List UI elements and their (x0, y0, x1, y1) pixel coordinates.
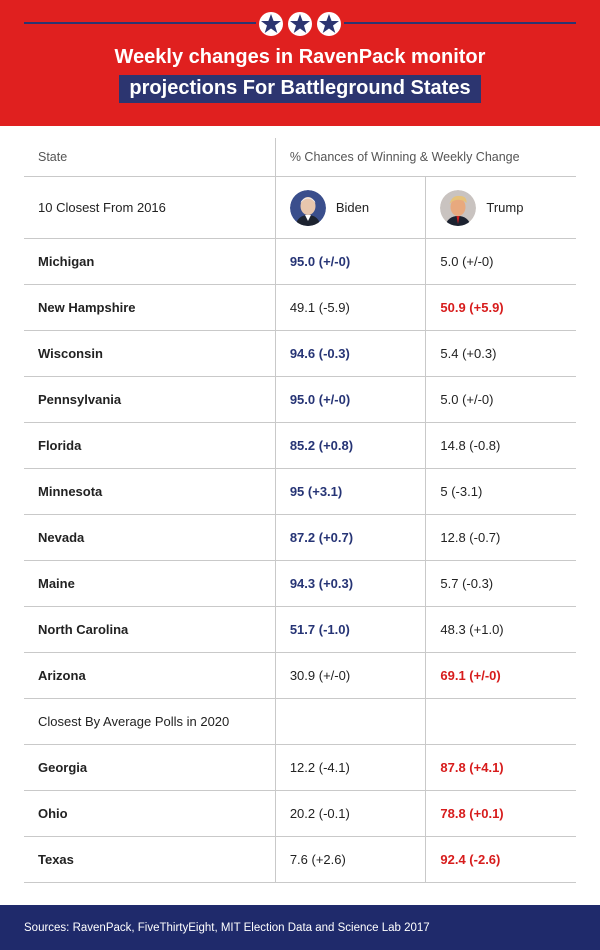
column-header-chances: % Chances of Winning & Weekly Change (275, 138, 576, 177)
trump-chance: 87.8 (+4.1) (426, 745, 576, 791)
state-name: Ohio (24, 791, 275, 837)
state-name: Michigan (24, 239, 275, 285)
candidate-name-trump: Trump (486, 200, 524, 215)
trump-chance: 92.4 (-2.6) (426, 837, 576, 883)
sources-footer (0, 905, 600, 950)
candidate-row (24, 177, 576, 239)
page-title: Weekly changes in RavenPack monitor (114, 46, 486, 68)
state-name: Georgia (24, 745, 275, 791)
candidate-biden (275, 177, 426, 239)
table-header-row (24, 138, 576, 177)
trump-chance: 5.0 (+/-0) (426, 239, 576, 285)
group-label: 10 Closest From 2016 (24, 177, 275, 239)
table-row (24, 515, 576, 561)
trump-chance: 5.4 (+0.3) (426, 331, 576, 377)
empty-cell (275, 699, 426, 745)
table-row (24, 331, 576, 377)
state-name: Nevada (24, 515, 275, 561)
table-row (24, 285, 576, 331)
header-divider-right (344, 22, 576, 24)
table-row (24, 423, 576, 469)
table-row (24, 653, 576, 699)
sources-text: Sources: RavenPack, FiveThirtyEight, MIT Election Data and Science Lab 2017 (24, 921, 430, 934)
group-label: Closest By Average Polls in 2020 (24, 699, 275, 745)
page-subtitle: projections For Battleground States (119, 75, 480, 103)
biden-avatar-icon (290, 190, 326, 226)
biden-chance: 87.2 (+0.7) (275, 515, 426, 561)
star-icon (287, 11, 313, 37)
column-header-state: State (24, 138, 275, 177)
empty-cell (426, 699, 576, 745)
biden-chance: 12.2 (-4.1) (275, 745, 426, 791)
projections-table (24, 138, 576, 883)
state-name: Arizona (24, 653, 275, 699)
trump-chance: 50.9 (+5.9) (426, 285, 576, 331)
state-name: Wisconsin (24, 331, 275, 377)
biden-chance: 94.6 (-0.3) (275, 331, 426, 377)
state-name: Texas (24, 837, 275, 883)
state-name: Minnesota (24, 469, 275, 515)
table-row (24, 607, 576, 653)
group-row (24, 699, 576, 745)
biden-chance: 95.0 (+/-0) (275, 377, 426, 423)
biden-chance: 94.3 (+0.3) (275, 561, 426, 607)
candidate-trump (426, 177, 576, 239)
trump-chance: 5 (-3.1) (426, 469, 576, 515)
trump-chance: 5.0 (+/-0) (426, 377, 576, 423)
table-row (24, 377, 576, 423)
biden-chance: 85.2 (+0.8) (275, 423, 426, 469)
table-row (24, 239, 576, 285)
header-banner (0, 0, 600, 126)
table-row (24, 791, 576, 837)
trump-chance: 48.3 (+1.0) (426, 607, 576, 653)
table-row (24, 745, 576, 791)
biden-chance: 51.7 (-1.0) (275, 607, 426, 653)
table-row (24, 469, 576, 515)
trump-chance: 12.8 (-0.7) (426, 515, 576, 561)
trump-chance: 69.1 (+/-0) (426, 653, 576, 699)
state-name: Maine (24, 561, 275, 607)
state-name: Florida (24, 423, 275, 469)
state-name: New Hampshire (24, 285, 275, 331)
biden-chance: 95 (+3.1) (275, 469, 426, 515)
star-icon (258, 11, 284, 37)
biden-chance: 20.2 (-0.1) (275, 791, 426, 837)
header-divider-left (24, 22, 256, 24)
state-name: Pennsylvania (24, 377, 275, 423)
trump-avatar-icon (440, 190, 476, 226)
trump-chance: 78.8 (+0.1) (426, 791, 576, 837)
biden-chance: 95.0 (+/-0) (275, 239, 426, 285)
stars-decoration (258, 11, 342, 37)
biden-chance: 7.6 (+2.6) (275, 837, 426, 883)
candidate-name-biden: Biden (335, 200, 370, 215)
biden-chance: 30.9 (+/-0) (275, 653, 426, 699)
biden-chance: 49.1 (-5.9) (275, 285, 426, 331)
trump-chance: 14.8 (-0.8) (426, 423, 576, 469)
trump-chance: 5.7 (-0.3) (426, 561, 576, 607)
table-row (24, 837, 576, 883)
star-icon (316, 11, 342, 37)
table-row (24, 561, 576, 607)
state-name: North Carolina (24, 607, 275, 653)
